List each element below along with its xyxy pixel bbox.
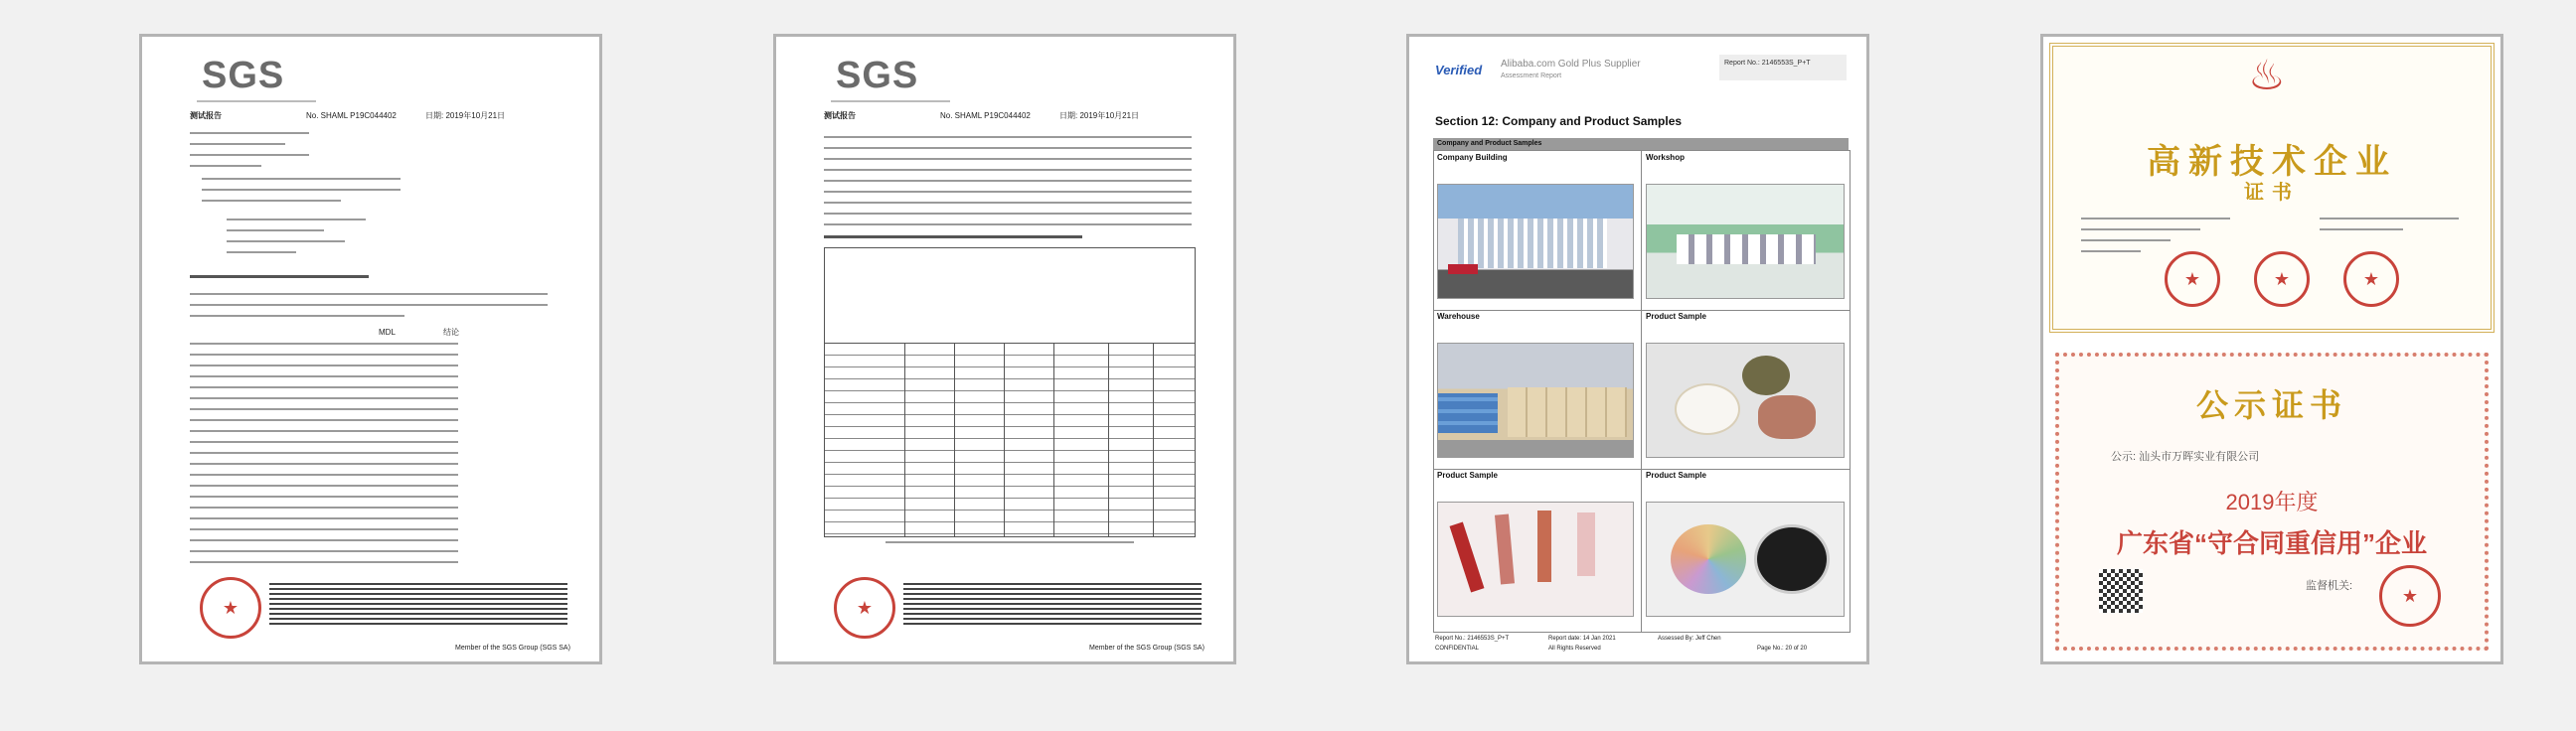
assessment-label: Assessment Report — [1501, 73, 1562, 79]
report-date: 日期: 2019年10月21日 — [1059, 111, 1140, 120]
company-building-photo — [1437, 184, 1634, 299]
label-product-sample-1: Product Sample — [1646, 312, 1706, 321]
footer-rights: All Rights Reserved — [1548, 646, 1601, 652]
certificate-title: 高新技术企业 — [2147, 142, 2397, 182]
rohs-heading — [190, 275, 369, 278]
certificate-details-left — [2081, 218, 2230, 261]
footer-report-date: Report date: 14 Jan 2021 — [1548, 636, 1616, 642]
workshop-photo — [1646, 184, 1845, 299]
substance-list — [824, 136, 1192, 234]
award-year: 2019年度 — [2225, 490, 2319, 514]
svhc-table — [824, 247, 1196, 537]
report-number-box: Report No.: 2146553S_P+T — [1719, 55, 1847, 80]
sgs-seal: ★ — [834, 577, 895, 639]
label-company-building: Company Building — [1437, 153, 1508, 162]
credit-certificate-title: 公示证书 — [2195, 386, 2347, 424]
sgs-test-report-card[interactable]: SGS 测试报告 No. SHAML P19C044402 日期: 2019年10月21日 MDL 结论 ★ Member of the SGS Group (SGS SA) — [139, 34, 602, 664]
award-honor: 广东省“守合同重信用”企业 — [2116, 528, 2427, 558]
label-product-sample-2: Product Sample — [1437, 471, 1498, 480]
notes — [227, 219, 366, 262]
fine-print — [269, 583, 567, 627]
sgs-logo: SGS — [202, 55, 285, 96]
sgs-seal: ★ — [200, 577, 261, 639]
credit-certificate — [2055, 353, 2489, 651]
qr-code — [2099, 569, 2143, 613]
product-compacts-photo — [1646, 343, 1845, 458]
flame-emblem: ♨ — [2248, 52, 2286, 98]
footer-page: Page No.: 20 of 20 — [1757, 646, 1808, 652]
verified-logo: Verified — [1435, 63, 1483, 77]
report-footer: Member of the SGS Group (SGS SA) — [1089, 645, 1205, 652]
company-name: 公示: 汕头市万晖实业有限公司 — [2111, 451, 2260, 463]
logo-rule — [831, 100, 950, 102]
supplier-label: Alibaba.com Gold Plus Supplier — [1501, 59, 1641, 70]
certificates-card[interactable] — [2040, 34, 2503, 664]
footer-report-no: Report No.: 2146553S_P+T — [1435, 636, 1510, 642]
table-note — [886, 541, 1134, 552]
sgs-logo: SGS — [836, 55, 919, 96]
footer-confidential: CONFIDENTIAL — [1435, 646, 1480, 652]
seal-3: ★ — [2343, 251, 2399, 307]
method-text — [190, 293, 548, 326]
table-heading — [824, 235, 1082, 238]
report-ref: No. SHAML P19C044402 — [940, 111, 1031, 120]
product-palette-photo — [1646, 502, 1845, 617]
high-tech-certificate — [2049, 43, 2495, 333]
report-date: 日期: 2019年10月21日 — [425, 111, 506, 120]
sample-table — [202, 178, 401, 211]
report-title: 测试报告 — [190, 111, 222, 120]
certificate-details-right — [2320, 218, 2459, 239]
assessment-report-card[interactable] — [1406, 34, 1869, 664]
product-lipsticks-photo — [1437, 502, 1634, 617]
authority-seal: ★ — [2379, 565, 2441, 627]
authority-label: 监督机关: — [2306, 580, 2353, 592]
seal-1: ★ — [2165, 251, 2220, 307]
sgs-svhc-report-card[interactable] — [773, 34, 1236, 664]
footer-assessor: Assessed By: Jeff Chen — [1658, 636, 1721, 642]
section-title: Section 12: Company and Product Samples — [1435, 114, 1683, 128]
report-ref: No. SHAML P19C044402 — [306, 111, 397, 120]
seal-2: ★ — [2254, 251, 2310, 307]
header-lines — [190, 132, 309, 176]
label-product-sample-3: Product Sample — [1646, 471, 1706, 480]
report-footer: Member of the SGS Group (SGS SA) — [455, 645, 570, 652]
certificate-subtitle: 证书 — [2244, 180, 2300, 204]
warehouse-photo — [1437, 343, 1634, 458]
label-workshop: Workshop — [1646, 153, 1685, 162]
fine-print — [903, 583, 1202, 627]
report-title: 测试报告 — [824, 111, 856, 120]
label-warehouse: Warehouse — [1437, 312, 1480, 321]
logo-rule — [197, 100, 316, 102]
samples-table-header: Company and Product Samples — [1433, 138, 1849, 150]
